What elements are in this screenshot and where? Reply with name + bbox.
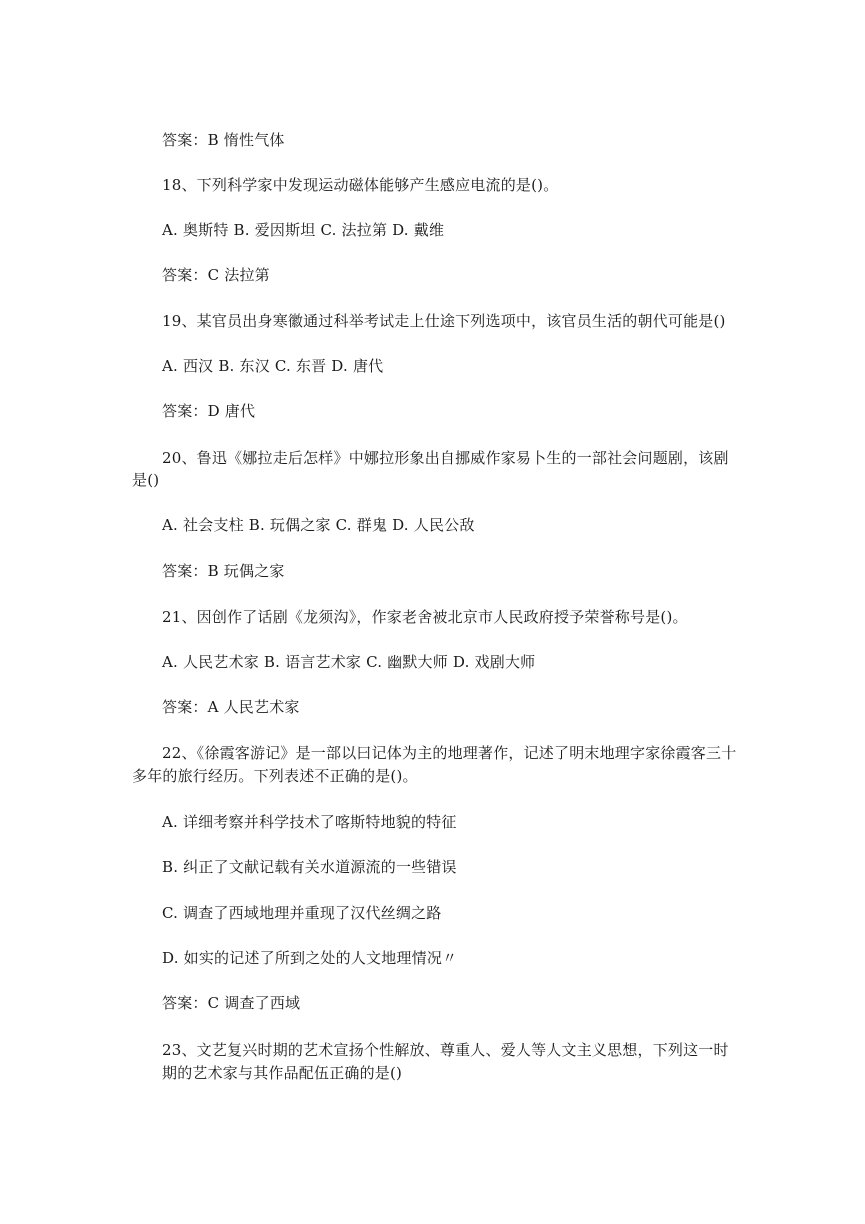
option-22-c: C. 调查了西域地理并重现了汉代丝绸之路 xyxy=(162,904,442,922)
options-18: A. 奥斯特 B. 爱因斯坦 C. 法拉第 D. 戴维 xyxy=(162,221,445,239)
question-23-line-1: 23、文艺复兴时期的艺术宣扬个性解放、尊重人、爱人等人文主义思想，下列这一时 xyxy=(162,1041,729,1059)
question-21: 21、因创作了话剧《龙须沟》，作家老舍被北京市人民政府授予荣誉称号是()。 xyxy=(162,608,688,626)
question-23-line-2: 期的艺术家与其作品配伍正确的是() xyxy=(162,1064,403,1082)
option-22-a: A. 详细考察并科学技术了喀斯特地貌的特征 xyxy=(162,813,457,831)
question-18: 18、下列科学家中发现运动磁体能够产生感应电流的是()。 xyxy=(162,176,559,194)
question-19: 19、某官员出身寒徽通过科举考试走上仕途下列选项中，该官员生活的朝代可能是() xyxy=(162,312,726,330)
answer-22: 答案：C 调查了西域 xyxy=(162,994,301,1012)
question-20-line-2: 是() xyxy=(132,471,160,489)
question-22-line-1: 22、《徐霞客游记》是一部以曰记体为主的地理著作，记述了明末地理字家徐霞客三十 xyxy=(162,744,737,762)
answer-19: 答案：D 唐代 xyxy=(162,402,256,420)
options-19: A. 西汉 B. 东汉 C. 东晋 D. 唐代 xyxy=(162,357,384,375)
answer-21: 答案：A 人民艺术家 xyxy=(162,698,300,716)
options-21: A. 人民艺术家 B. 语言艺术家 C. 幽默大师 D. 戏剧大师 xyxy=(162,653,536,671)
answer-17: 答案：B 惰性气体 xyxy=(162,131,285,149)
answer-18: 答案：C 法拉第 xyxy=(162,266,270,284)
option-22-b: B. 纠正了文献记载有关水道源流的一些错误 xyxy=(162,858,457,876)
options-20: A. 社会支柱 B. 玩偶之家 C. 群鬼 D. 人民公敌 xyxy=(162,516,475,534)
option-22-d: D. 如实的记述了所到之处的人文地理情况〃 xyxy=(162,949,458,967)
question-20-line-1: 20、鲁迅《娜拉走后怎样》中娜拉形象出自挪威作家易卜生的一部社会问题剧，该剧 xyxy=(162,449,729,467)
answer-20: 答案：B 玩偶之家 xyxy=(162,562,285,580)
question-22-line-2: 多年的旅行经历。下列表述不正确的是()。 xyxy=(132,767,418,785)
